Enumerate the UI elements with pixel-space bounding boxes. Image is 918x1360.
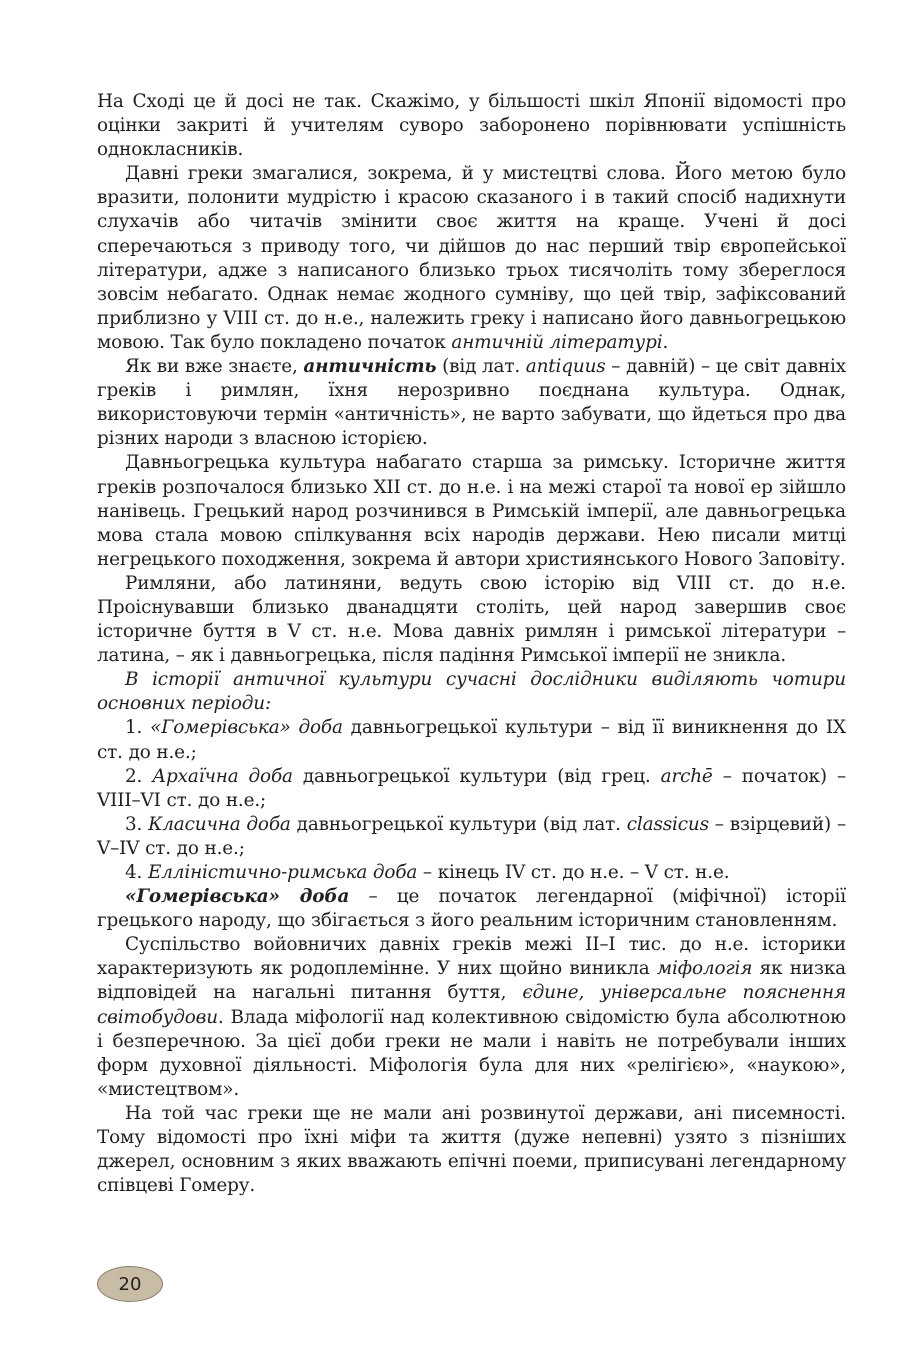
page-number: 20 bbox=[118, 1273, 142, 1295]
text-run: . bbox=[662, 331, 669, 353]
paragraph bbox=[97, 572, 846, 668]
text-run: 3. bbox=[125, 813, 149, 835]
paragraph bbox=[97, 668, 846, 716]
text-run: Давні греки змагалися, зокрема, й у мистецтві слова. Його метою було вразити, полонити мудрістю і красою сказаного і в такий спосіб надихнути слухачів або читачів змінити своє життя на краще. Учені й досі сперечаються з приводу того, чи дійшов до нас перший твір європейської літератури, адже з написаного близько трьох тисячоліть тому збереглося зовсім небагато. Однак немає жодного сумніву, що цей твір, зафіксований приблизно у VIII ст. до н.е., належить греку і написано його давньогрецькою мовою. Так було покладено початок bbox=[97, 163, 846, 353]
paragraph bbox=[97, 861, 846, 885]
paragraph bbox=[97, 933, 846, 1102]
text-run: (від лат. bbox=[436, 356, 526, 378]
paragraph bbox=[97, 716, 846, 764]
italic-text: Класична доба bbox=[148, 813, 291, 835]
text-run: Як ви вже знаєте, bbox=[125, 356, 304, 378]
text-run: 1. bbox=[125, 717, 151, 739]
italic-text: В історії античної культури сучасні дослідники виділяють чотири основних періоди: bbox=[97, 669, 846, 715]
paragraph bbox=[97, 813, 846, 861]
text-run: – початок) – VIII–VI ст. до н.е.; bbox=[97, 765, 846, 811]
page-number-badge bbox=[97, 1266, 163, 1302]
text-run: – взірцевий) – V–IV ст. до н.е.; bbox=[97, 813, 846, 859]
text-run: . Влада міфології над колективною свідомістю була абсолютною і безперечною. За цієї доби греки не мали і навіть не потребували інших форм духовної діяльності. Міфологія була для них «релігією», «наукою», «мистецтвом». bbox=[97, 1006, 846, 1100]
italic-text: «Гомерівська» доба bbox=[150, 717, 343, 739]
italic-text: єдине, універсальне пояснення світобудови bbox=[97, 982, 846, 1028]
paragraph bbox=[97, 90, 846, 162]
text-run: – кінець IV ст. до н.е. – V ст. н.е. bbox=[417, 862, 730, 883]
text-run: як низка відповідей на нагальні питання буття, bbox=[97, 958, 846, 1004]
bold-italic-term: «Гомерівська» доба bbox=[125, 886, 350, 908]
bold-italic-term: античність bbox=[303, 356, 437, 378]
italic-text: classicus bbox=[626, 813, 709, 835]
text-run: – це початок легендарної (міфічної) історії грецького народу, що збігається з його реальним історичним становленням. bbox=[97, 886, 846, 932]
italic-text: Архаїчна доба bbox=[152, 765, 293, 787]
text-run: давньогрецької культури (від лат. bbox=[290, 813, 627, 835]
paragraph bbox=[97, 1102, 846, 1198]
paragraph bbox=[97, 885, 846, 933]
text-run: 2. bbox=[125, 765, 153, 787]
italic-text: Елліністично-римська доба bbox=[147, 862, 418, 883]
text-run: – давній) – це світ давніх греків і римлян, їхня нерозривно поєднана культура. Однак, використовуючи термін «античність», не варто забувати, що йдеться про два різних народи з власною історією. bbox=[97, 356, 846, 450]
italic-text: archē bbox=[660, 765, 713, 787]
italic-text: antiquus bbox=[525, 356, 606, 378]
text-run: давньогрецької культури (від грец. bbox=[292, 765, 661, 787]
text-run: На Сході це й досі не так. Скажімо, у більшості шкіл Японії відомості про оцінки закриті й учителям суворо заборонено порівнювати успішність однокласників. bbox=[97, 91, 846, 161]
page-body bbox=[97, 90, 846, 1198]
paragraph bbox=[97, 451, 846, 571]
text-run: 4. bbox=[125, 862, 148, 883]
paragraph bbox=[97, 162, 846, 355]
italic-text: античній літературі bbox=[451, 331, 663, 353]
text-run: Римляни, або латиняни, ведуть свою історію від VIII ст. до н.е. Проіснувавши близько дванадцяти століть, цей народ завершив своє історичне буття в V ст. н.е. Мова давніх римлян і римської літератури – латина, – як і давньогрецька, після падіння Римської імперії не зникла. bbox=[97, 572, 846, 667]
text-run: Давньогрецька культура набагато старша за римську. Історичне життя греків розпочалося близько XII ст. до н.е. і на межі старої та нової ер зійшло нанівець. Грецький народ розчинився в Римській імперії, але давньогрецька мова стала мовою спілкування всіх народів держави. Нею писали митці негрецького походження, зокрема й автори християнського Нового Заповіту. bbox=[97, 452, 846, 570]
italic-text: міфологія bbox=[656, 958, 753, 980]
text-run: давньогрецької культури – від її виникнення до IX ст. до н.е.; bbox=[97, 717, 846, 763]
text-run: Суспільство войовничих давніх греків межі II–I тис. до н.е. історики характеризують як родоплемінне. У них щойно виникла bbox=[97, 934, 846, 980]
text-run: На той час греки ще не мали ані розвинутої держави, ані писемності. Тому відомості про їхні міфи та життя (дуже непевні) узято з пізніших джерел, основним з яких вважають епічні поеми, приписувані легендарному співцеві Гомеру. bbox=[97, 1102, 846, 1197]
paragraph bbox=[97, 355, 846, 451]
paragraph bbox=[97, 765, 846, 813]
